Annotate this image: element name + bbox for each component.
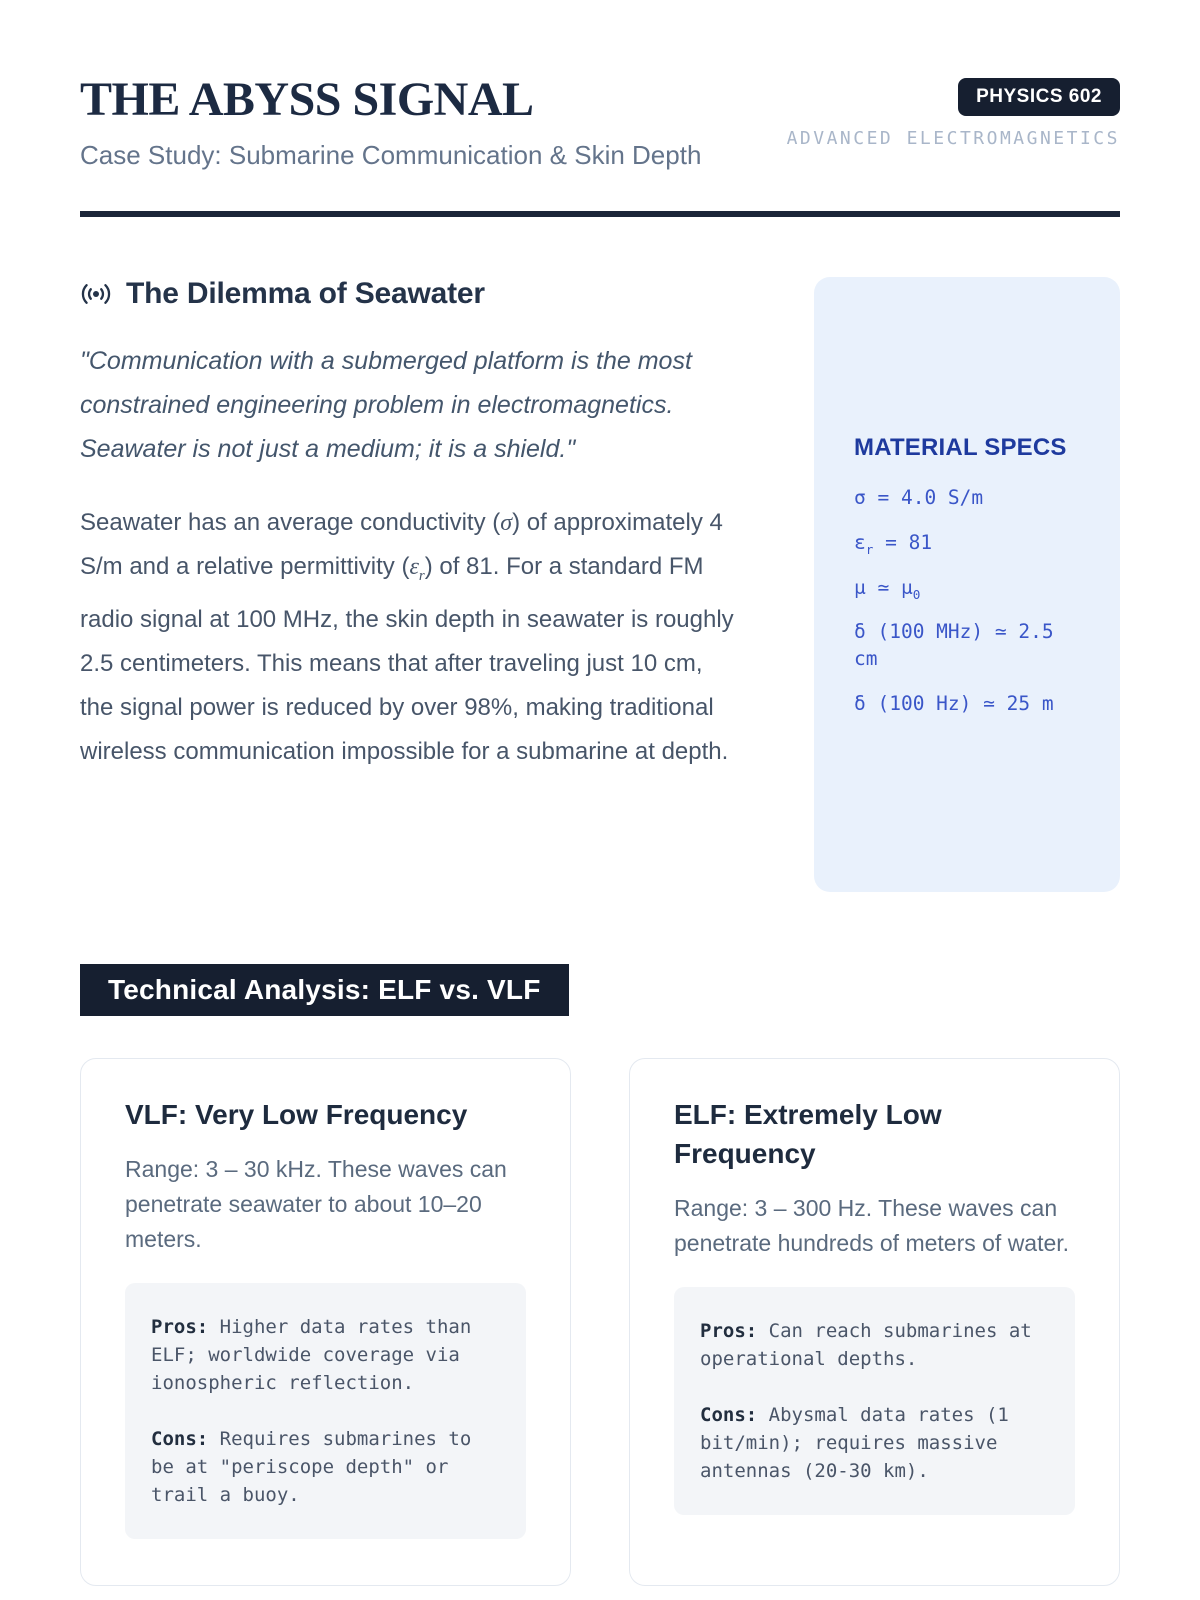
course-badge: PHYSICS 602 bbox=[958, 78, 1120, 116]
elf-cons-text: Abysmal data rates (1 bit/min); requires massive antennas (20-30 km). bbox=[700, 1404, 1009, 1483]
vlf-cons bbox=[151, 1425, 500, 1509]
spec-line-post: = 81 bbox=[873, 530, 933, 554]
vlf-card-title: VLF: Very Low Frequency bbox=[125, 1099, 468, 1130]
vlf-pros bbox=[151, 1313, 500, 1397]
technical-analysis-banner: Technical Analysis: ELF vs. VLF bbox=[80, 964, 569, 1016]
material-specs-panel bbox=[814, 277, 1120, 892]
header-divider bbox=[80, 211, 1120, 217]
masthead bbox=[80, 73, 1120, 172]
broadcast-signal-icon bbox=[80, 278, 112, 310]
body-seg2: ) of approximately 4 S/m and a relative permittivity ( bbox=[80, 509, 723, 580]
elf-card-title: ELF: Extremely Low Frequency bbox=[674, 1099, 942, 1170]
elf-pros-text: Can reach submarines at operational depths. bbox=[700, 1320, 1032, 1371]
vlf-pros-label: Pros: bbox=[151, 1316, 209, 1339]
body-seg1: Seawater has an average conductivity ( bbox=[80, 509, 501, 536]
masthead-meta bbox=[787, 76, 1120, 149]
elf-pros bbox=[700, 1317, 1049, 1373]
material-specs-title: MATERIAL SPECS bbox=[854, 434, 1067, 462]
spec-line-skin-depth-hz bbox=[854, 690, 1080, 720]
vlf-card-description: Range: 3 – 30 kHz. These waves can penetrate seawater to about 10–20 meters. bbox=[125, 1156, 507, 1253]
dilemma-heading-text: The Dilemma of Seawater bbox=[126, 277, 485, 310]
spec-line-permeability bbox=[854, 574, 1080, 604]
spec-line-skin-depth-mhz bbox=[854, 618, 1080, 675]
page-subtitle: Case Study: Submarine Communication & Skin Depth bbox=[80, 140, 702, 170]
page-title: THE ABYSS SIGNAL bbox=[80, 73, 534, 126]
epsilon-base: ε bbox=[409, 554, 419, 580]
dilemma-heading bbox=[80, 277, 738, 311]
dilemma-body bbox=[80, 501, 738, 774]
spec-line-sub: r bbox=[865, 541, 874, 557]
epsilon-sub: r bbox=[418, 567, 425, 584]
vlf-cons-label: Cons: bbox=[151, 1428, 209, 1451]
dilemma-text-column bbox=[80, 277, 738, 892]
vlf-cons-text: Requires submarines to be at "periscope depth" or trail a buoy. bbox=[151, 1428, 472, 1507]
spec-line-pre: δ (100 MHz) ≃ 2.5 cm bbox=[854, 620, 1054, 671]
dilemma-section bbox=[80, 277, 1120, 892]
dilemma-quote: "Communication with a submerged platform is the most constrained engineering problem in electromagnetics. Seawater is not just a medium; it is a shield." bbox=[80, 347, 692, 463]
spec-line-conductivity bbox=[854, 484, 1080, 514]
elf-cons-label: Cons: bbox=[700, 1404, 758, 1427]
epsilon-symbol bbox=[409, 554, 425, 584]
spec-line-pre: δ (100 Hz) ≃ 25 m bbox=[854, 692, 1054, 716]
elf-cons bbox=[700, 1401, 1049, 1485]
frequency-cards bbox=[80, 1058, 1120, 1586]
vlf-pros-cons-box bbox=[125, 1283, 526, 1539]
course-eyebrow: ADVANCED ELECTROMAGNETICS bbox=[786, 128, 1120, 149]
elf-pros-cons-box bbox=[674, 1287, 1075, 1515]
card-vlf bbox=[80, 1058, 571, 1586]
card-elf bbox=[629, 1058, 1120, 1586]
spec-line-sub: 0 bbox=[912, 586, 921, 602]
sigma-symbol: σ bbox=[500, 510, 513, 536]
elf-card-description: Range: 3 – 300 Hz. These waves can penetrate hundreds of meters of water. bbox=[674, 1195, 1070, 1257]
spec-line-pre: μ ≃ μ bbox=[854, 575, 913, 599]
body-seg3: ) of 81. For a standard FM radio signal at 100 MHz, the skin depth in seawater is roughly 2.5 centimeters. This means that after traveling just 10 cm, the signal power is reduced by over 98%, making traditional wireless communication impossible for a submarine at depth. bbox=[80, 553, 734, 765]
elf-pros-label: Pros: bbox=[700, 1320, 758, 1343]
spec-line-pre: σ = 4.0 S/m bbox=[854, 486, 984, 510]
vlf-pros-text: Higher data rates than ELF; worldwide coverage via ionospheric reflection. bbox=[151, 1316, 472, 1395]
spec-line-permittivity bbox=[854, 529, 1080, 559]
spec-line-pre: ε bbox=[854, 530, 866, 554]
masthead-title-block bbox=[80, 73, 702, 172]
